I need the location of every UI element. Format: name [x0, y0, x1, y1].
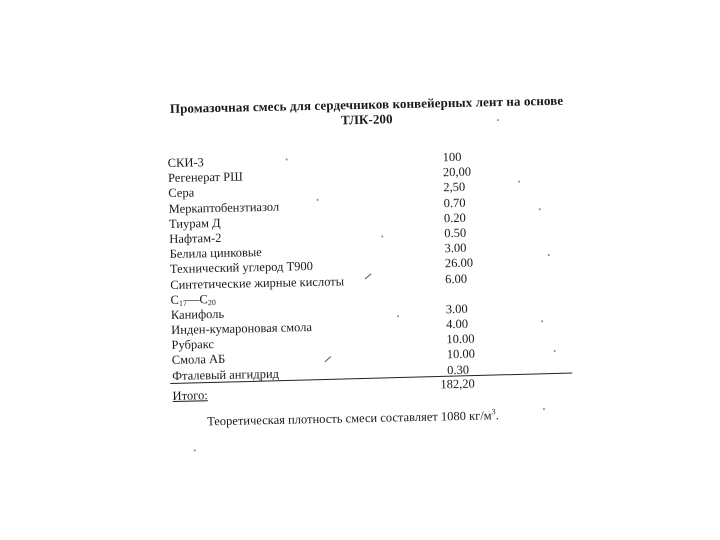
scan-speck [317, 199, 319, 201]
title-line-2: ТЛК-200 [340, 111, 393, 128]
ingredient-name: Рубракс [171, 337, 215, 353]
ingredient-value: 100 [442, 149, 462, 165]
ingredient-value: 0.20 [443, 210, 466, 225]
scan-speck [548, 254, 550, 256]
scan-speck [518, 181, 520, 183]
ingredient-value: 0.70 [443, 195, 466, 210]
ingredient-name: СКИ-3 [167, 155, 204, 171]
ingredient-list [168, 149, 503, 384]
ingredient-value: 10.00 [446, 347, 476, 362]
ingredient-name: Тиурам Д [168, 215, 221, 231]
ingredient-value: 0.30 [446, 362, 470, 377]
title-line-1: Промазочная смесь для сердечников конвейерных лент на основе [169, 92, 564, 116]
ingredient-value: 2,50 [443, 180, 466, 195]
density-note: Теоретическая плотность смеси составляет 1080 $кг/м^3$. [206, 407, 499, 429]
ingredient-name: Нафтам-2 [169, 230, 222, 246]
ingredient-name-formula: $С_{17}—С_{20}$ [170, 291, 216, 308]
ingredient-name: Синтетические жирные кислоты [170, 273, 345, 292]
scan-speck [554, 350, 556, 352]
scan-speck [541, 320, 543, 322]
scan-speck [286, 158, 288, 160]
ingredient-value: 20,00 [442, 164, 472, 180]
ingredient-value: 3.00 [444, 240, 467, 256]
scan-speck [543, 408, 545, 410]
ingredient-name: Смола АБ [171, 352, 226, 368]
ingredient-name: Белила цинковые [169, 245, 262, 262]
ingredient-value: 4.00 [446, 316, 469, 332]
ingredient-value: 10.00 [446, 331, 475, 347]
ingredient-name: Регенерат РШ [167, 169, 243, 186]
ingredient-name: Фталевый ангидрид [172, 366, 280, 383]
density-unit-exponent: 3 [491, 407, 496, 417]
ingredient-name: Сера [168, 185, 195, 201]
ingredient-value: 6.00 [445, 271, 468, 286]
scan-speck [194, 449, 196, 451]
ingredient-value: 0.50 [444, 225, 467, 241]
scan-speck [381, 236, 383, 238]
total-label: Итого: [172, 388, 208, 403]
ingredient-name: Канифоль [170, 306, 225, 322]
total-value: 182,20 [440, 376, 475, 392]
document-title [146, 92, 587, 131]
scan-speck [497, 119, 499, 121]
ingredient-name: Инден-кумароновая смола [171, 320, 313, 338]
ingredient-name: Технический углерод Т900 [169, 259, 314, 277]
scan-speck [397, 315, 399, 317]
total-row [172, 376, 502, 405]
ingredient-value: 3.00 [445, 301, 468, 317]
ingredient-value: 26.00 [444, 255, 474, 271]
scan-speck [539, 208, 541, 210]
ingredient-name: Меркаптобензтиазол [168, 199, 280, 216]
